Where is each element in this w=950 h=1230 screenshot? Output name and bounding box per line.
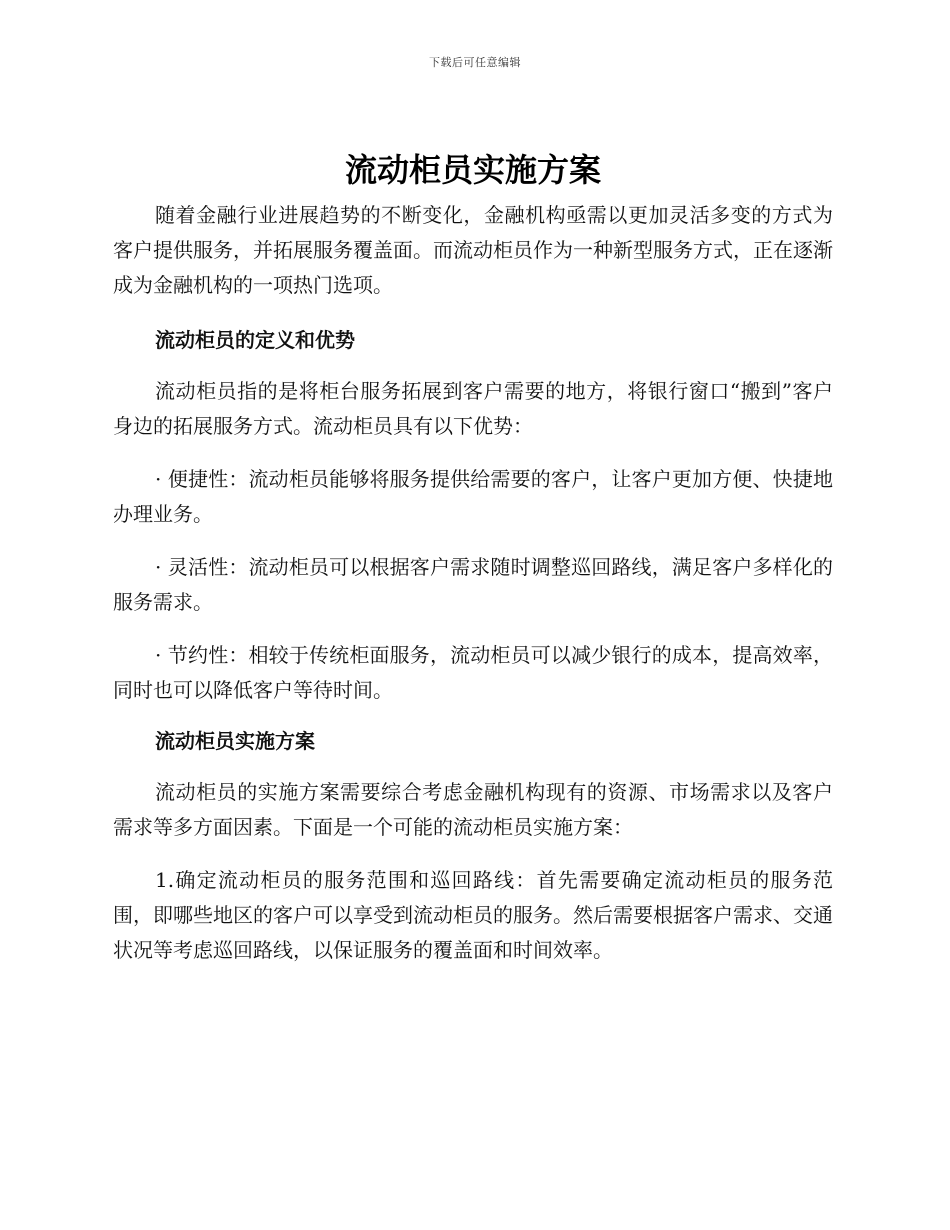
advantage-flexibility: · 灵活性：流动柜员可以根据客户需求随时调整巡回路线，满足客户多样化的服务需求。 xyxy=(113,555,833,614)
header-note: 下载后可任意编辑 xyxy=(429,56,521,69)
document-body xyxy=(113,148,833,968)
definition-paragraph: 流动柜员指的是将柜台服务拓展到客户需要的地方，将银行窗口“搬到”客户身边的拓展服务方式。流动柜员具有以下优势： xyxy=(113,379,833,438)
advantage-economy: · 节约性：相较于传统柜面服务，流动柜员可以减少银行的成本，提高效率，同时也可以降低客户等待时间。 xyxy=(113,643,833,702)
section-heading-plan: 流动柜员实施方案 xyxy=(155,729,315,753)
intro-paragraph: 随着金融行业进展趋势的不断变化，金融机构亟需以更加灵活多变的方式为客户提供服务，并拓展服务覆盖面。而流动柜员作为一种新型服务方式，正在逐渐成为金融机构的一项热门选项。 xyxy=(113,203,833,297)
section-heading-definition: 流动柜员的定义和优势 xyxy=(155,328,355,352)
plan-step-1: 1.确定流动柜员的服务范围和巡回路线：首先需要确定流动柜员的服务范围，即哪些地区的客户可以享受到流动柜员的服务。然后需要根据客户需求、交通状况等考虑巡回路线，以保证服务的覆盖面和时间效率。 xyxy=(113,868,833,962)
plan-intro-paragraph: 流动柜员的实施方案需要综合考虑金融机构现有的资源、市场需求以及客户需求等多方面因素。下面是一个可能的流动柜员实施方案： xyxy=(113,780,833,839)
document-title: 流动柜员实施方案 xyxy=(344,151,601,189)
advantage-convenience: · 便捷性：流动柜员能够将服务提供给需要的客户，让客户更加方便、快捷地办理业务。 xyxy=(113,467,833,526)
